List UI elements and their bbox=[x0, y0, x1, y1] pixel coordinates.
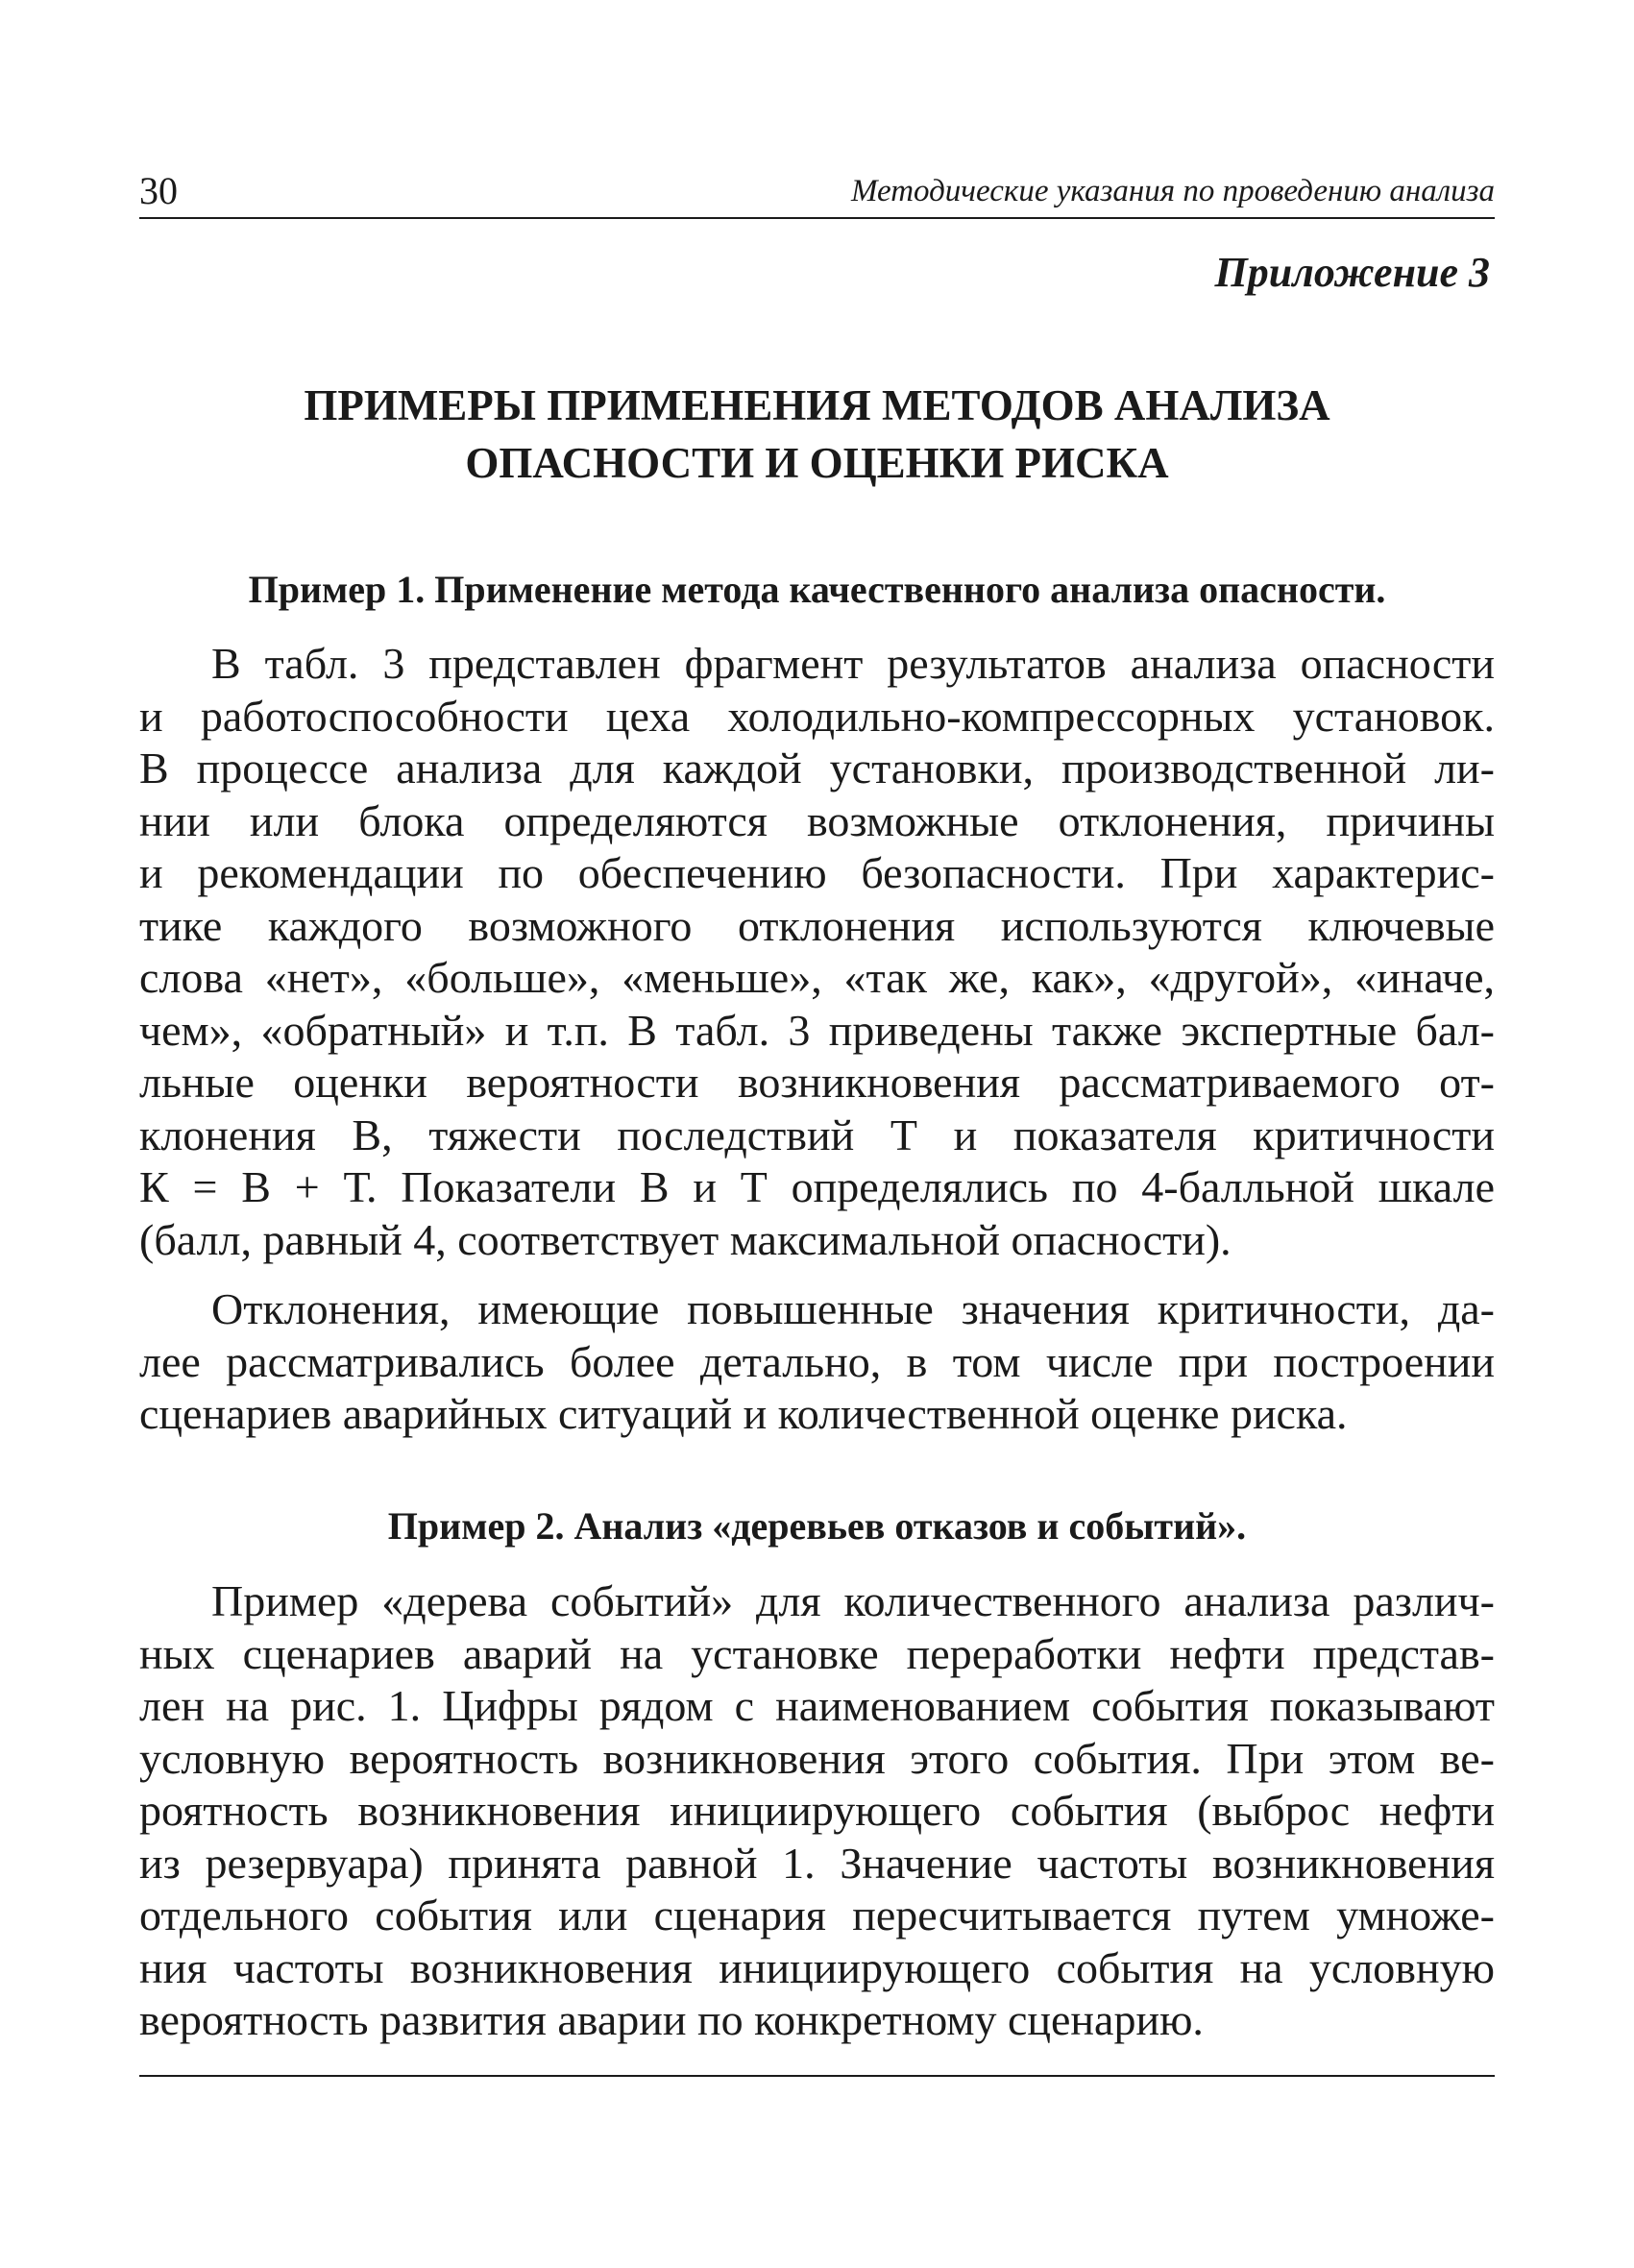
text-line: К = В + Т. Показатели В и Т определялись по 4-балльной шкале bbox=[139, 1162, 1495, 1211]
footer-rule bbox=[139, 2075, 1495, 2077]
text-line: и работоспособности цеха холодильно-компрессорных установок. bbox=[139, 691, 1495, 741]
page-number: 30 bbox=[139, 169, 178, 212]
page-title-line-2: ОПАСНОСТИ И ОЦЕНКИ РИСКА bbox=[465, 439, 1169, 487]
text-line: Отклонения, имеющие повышенные значения критичности, да- bbox=[211, 1284, 1495, 1333]
text-line: лее рассматривались более детально, в том числе при построении bbox=[139, 1336, 1495, 1386]
text-line: Пример «дерева событий» для количественного анализа различ- bbox=[211, 1576, 1495, 1625]
text-line: В табл. 3 представлен фрагмент результатов анализа опасности bbox=[211, 639, 1495, 688]
example-2-heading: Пример 2. Анализ «деревьев отказов и событий». bbox=[387, 1504, 1247, 1548]
page-title-line-1: ПРИМЕРЫ ПРИМЕНЕНИЯ МЕТОДОВ АНАЛИЗА bbox=[304, 381, 1330, 429]
example-1-paragraph-1 bbox=[139, 638, 1495, 1266]
appendix-label: Приложение 3 bbox=[1214, 249, 1490, 296]
text-line: вероятность развития аварии по конкретному сценарию. bbox=[139, 1995, 1204, 2044]
example-1-paragraph-2 bbox=[139, 1283, 1495, 1441]
text-line: нии или блока определяются возможные отклонения, причины bbox=[139, 795, 1495, 845]
text-line: и рекомендации по обеспечению безопасности. При характерис- bbox=[139, 848, 1495, 897]
text-line: тике каждого возможного отклонения используются ключевые bbox=[139, 900, 1495, 950]
text-line: условную вероятность возникновения этого события. При этом ве- bbox=[139, 1733, 1495, 1783]
text-line: ных сценариев аварий на установке переработки нефти представ- bbox=[139, 1628, 1495, 1678]
page-title bbox=[139, 377, 1495, 492]
text-line: клонения В, тяжести последствий Т и показателя критичности bbox=[139, 1110, 1495, 1159]
text-line: (балл, равный 4, соответствует максимальной опасности). bbox=[139, 1214, 1232, 1264]
example-2-paragraph-1 bbox=[139, 1575, 1495, 2047]
text-line: льные оценки вероятности возникновения рассматриваемого от- bbox=[139, 1058, 1495, 1107]
text-line: из резервуара) принята равной 1. Значение частоты возникновения bbox=[139, 1838, 1495, 1888]
example-1-heading: Пример 1. Применение метода качественного анализа опасности. bbox=[248, 568, 1386, 611]
text-line: слова «нет», «больше», «меньше», «так же, как», «другой», «иначе, bbox=[139, 953, 1495, 1002]
running-head bbox=[139, 163, 1495, 219]
text-line: отдельного события или сценария пересчитывается путем умноже- bbox=[139, 1890, 1495, 1939]
text-line: В процессе анализа для каждой установки, производственной ли- bbox=[139, 744, 1495, 793]
running-head-title: Методические указания по проведению анализа bbox=[850, 174, 1495, 208]
text-line: чем», «обратный» и т.п. В табл. 3 приведены также экспертные бал- bbox=[139, 1005, 1495, 1055]
text-line: роятность возникновения инициирующего события (выброс нефти bbox=[139, 1786, 1495, 1835]
text-line: сценариев аварийных ситуаций и количественной оценке риска. bbox=[139, 1389, 1348, 1438]
text-line: ния частоты возникновения инициирующего события на условную bbox=[139, 1942, 1495, 1992]
text-line: лен на рис. 1. Цифры рядом с наименованием события показывают bbox=[139, 1681, 1495, 1730]
